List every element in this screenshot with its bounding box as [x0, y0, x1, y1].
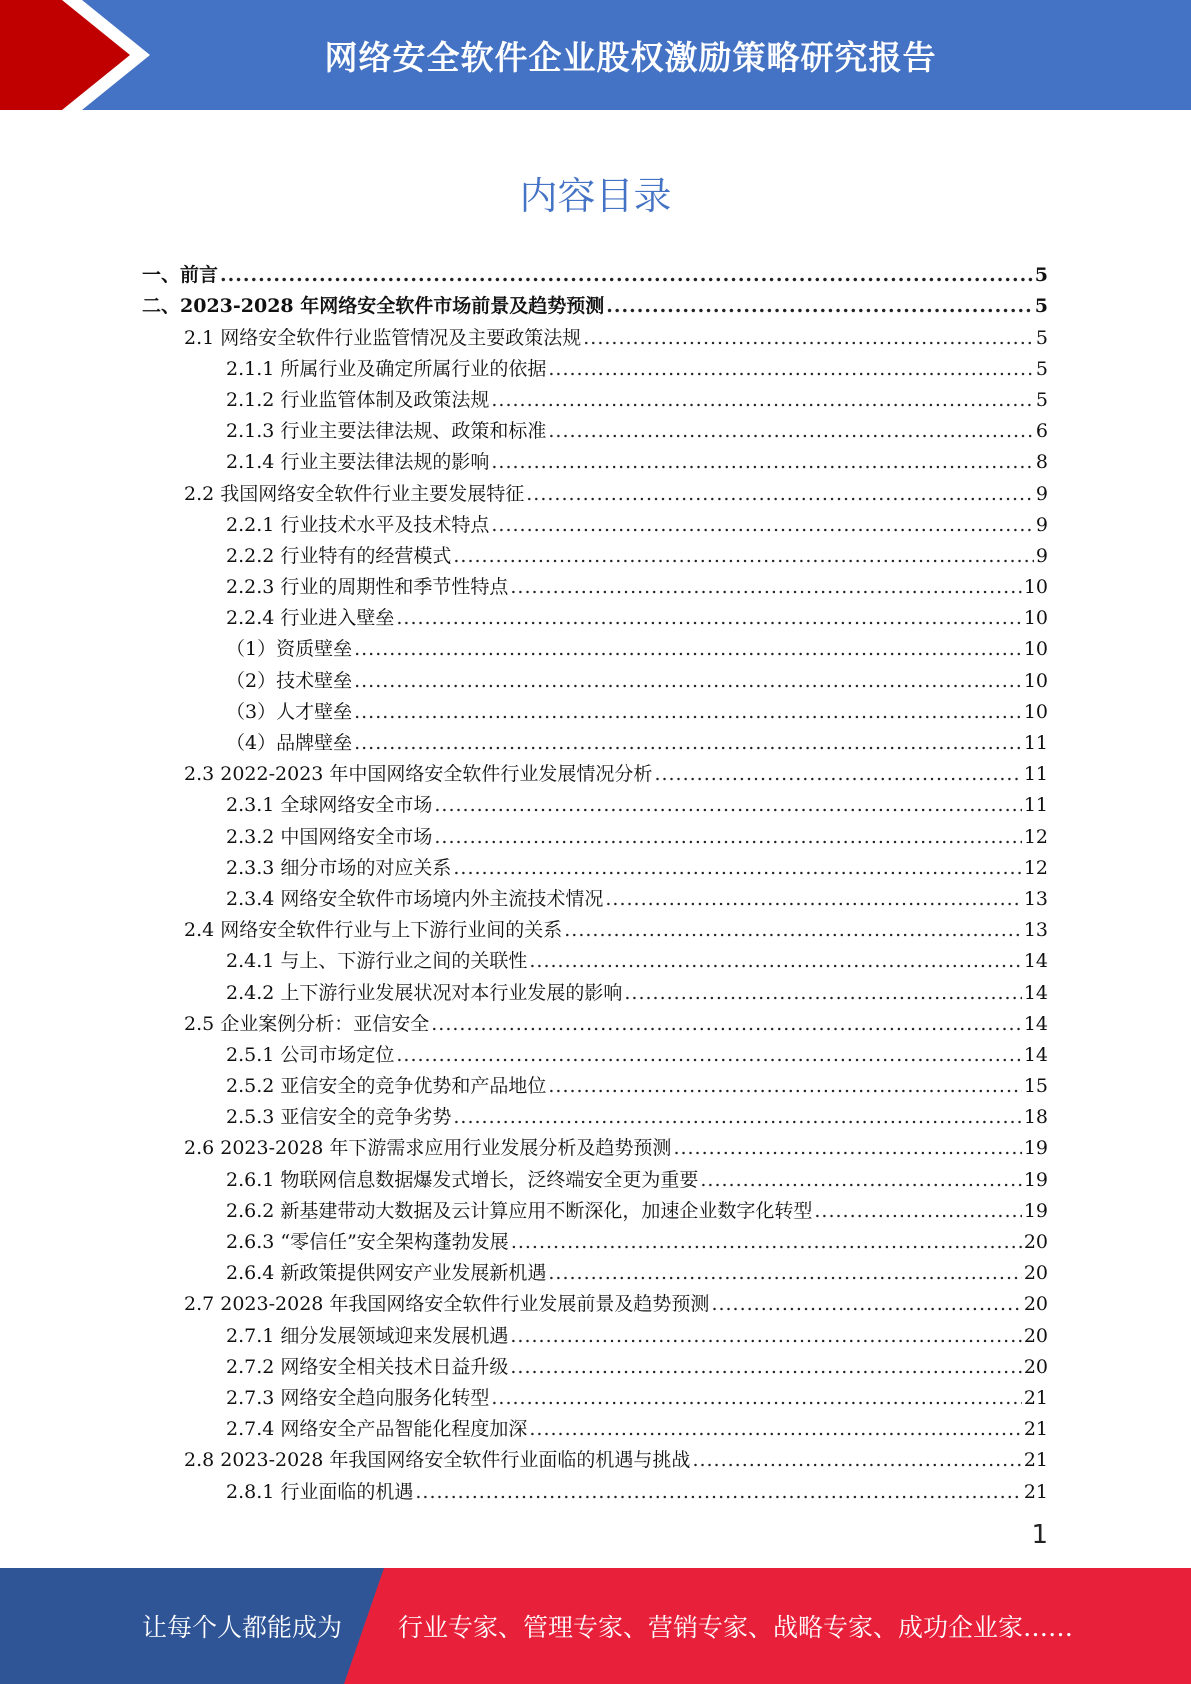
toc-entry[interactable]: [142, 317, 1048, 348]
toc-entry-label: 2.6.3 “零信任”安全架构蓬勃发展: [226, 1231, 509, 1253]
toc-entry-label: 2.4 网络安全软件行业与上下游行业间的关系: [184, 919, 563, 942]
toc-dot-leader: [453, 545, 1034, 567]
toc-entry-page: 20: [1023, 1293, 1048, 1316]
report-header-bar: [0, 0, 1191, 110]
toc-dot-leader: [354, 638, 1022, 660]
toc-dot-leader: [529, 1418, 1021, 1440]
toc-dot-leader: [396, 1044, 1021, 1066]
toc-entry-page: 10: [1023, 638, 1048, 661]
toc-entry-label: 2.7.2 网络安全相关技术日益升级: [226, 1355, 509, 1378]
toc-entry-label: 二、2023-2028 年网络安全软件市场前景及趋势预测: [142, 295, 605, 318]
toc-dot-leader: [548, 420, 1034, 442]
toc-entry[interactable]: [142, 255, 1048, 286]
toc-entry-page: 13: [1023, 919, 1048, 942]
toc-entry[interactable]: [142, 660, 1048, 691]
toc-entry[interactable]: [142, 1035, 1048, 1066]
toc-entry-label: 2.7.1 细分发展领域迎来发展机遇: [226, 1324, 509, 1347]
toc-dot-leader: [526, 483, 1034, 505]
toc-dot-leader: [354, 732, 1022, 754]
toc-entry-page: 12: [1023, 825, 1048, 848]
toc-entry[interactable]: [142, 1409, 1048, 1440]
toc-entry[interactable]: [142, 1159, 1048, 1190]
toc-entry-page: 11: [1023, 794, 1048, 817]
toc-entry-label: 2.6.2 新基建带动大数据及云计算应用不断深化，加速企业数字化转型: [226, 1199, 813, 1222]
toc-entry[interactable]: [142, 692, 1048, 723]
toc-dot-leader: [692, 1449, 1021, 1471]
toc-entry-page: 5: [1035, 388, 1048, 411]
toc-dot-leader: [548, 1262, 1021, 1284]
toc-entry-page: 9: [1035, 513, 1048, 536]
toc-entry-page: 21: [1023, 1386, 1048, 1409]
footer-slogan-right: 行业专家、管理专家、营销专家、战略专家、成功企业家……: [398, 1613, 1074, 1642]
toc-entry-label: 2.7.4 网络安全产品智能化程度加深: [226, 1418, 528, 1441]
footer-banner: [0, 1568, 1191, 1684]
toc-entry-page: 19: [1023, 1199, 1048, 1222]
toc-dot-leader: [434, 794, 1021, 816]
toc-entry[interactable]: [142, 1097, 1048, 1128]
toc-entry-page: 20: [1023, 1355, 1048, 1378]
toc-entry-page: 21: [1023, 1480, 1048, 1503]
toc-entry-label: 2.2.3 行业的周期性和季节性特点: [226, 576, 509, 599]
toc-entry-page: 8: [1035, 451, 1048, 474]
toc-entry-page: 5: [1034, 264, 1048, 287]
toc-dot-leader: [491, 514, 1034, 536]
toc-entry-page: 10: [1023, 700, 1048, 723]
toc-entry[interactable]: [142, 1191, 1048, 1222]
toc-entry-label: （4）品牌壁垒: [226, 732, 353, 754]
toc-entry-page: 21: [1023, 1418, 1048, 1441]
toc-dot-leader: [220, 264, 1033, 286]
toc-dot-leader: [510, 1325, 1021, 1347]
toc-entry-label: 2.5.2 亚信安全的竞争优势和产品地位: [226, 1075, 547, 1098]
toc-entry-page: 20: [1023, 1324, 1048, 1347]
toc-entry-label: 2.1 网络安全软件行业监管情况及主要政策法规: [184, 326, 582, 349]
toc-entry-label: 2.5.1 公司市场定位: [226, 1043, 395, 1066]
toc-entry[interactable]: [142, 785, 1048, 816]
toc-entry-page: 9: [1035, 544, 1048, 567]
table-of-contents: [142, 255, 1048, 1503]
toc-entry[interactable]: [142, 598, 1048, 629]
toc-entry[interactable]: [142, 941, 1048, 972]
toc-entry-label: 2.5 企业案例分析：亚信安全: [184, 1012, 430, 1035]
toc-entry[interactable]: [142, 1128, 1048, 1159]
toc-entry-label: （2）技术壁垒: [226, 669, 353, 692]
toc-dot-leader: [606, 295, 1033, 317]
header-arrow-shape: [0, 0, 130, 110]
toc-dot-leader: [511, 1231, 1022, 1253]
toc-entry-page: 20: [1023, 1262, 1048, 1285]
toc-dot-leader: [491, 451, 1034, 473]
toc-entry[interactable]: [142, 1440, 1048, 1471]
toc-entry-label: 2.7 2023-2028 年我国网络安全软件行业发展前景及趋势预测: [184, 1293, 710, 1316]
toc-dot-leader: [510, 1356, 1021, 1378]
toc-dot-leader: [396, 607, 1021, 629]
toc-entry-label: 2.4.2 上下游行业发展状况对本行业发展的影响: [226, 981, 623, 1004]
toc-entry[interactable]: [142, 848, 1048, 879]
toc-dot-leader: [548, 1075, 1021, 1097]
toc-entry-label: 2.1.1 所属行业及确定所属行业的依据: [226, 357, 547, 380]
toc-entry-page: 19: [1023, 1168, 1048, 1191]
toc-entry-page: 14: [1023, 1043, 1048, 1066]
toc-entry[interactable]: [142, 1471, 1048, 1502]
toc-entry-label: 2.4.1 与上、下游行业之间的关联性: [226, 950, 528, 973]
toc-entry[interactable]: [142, 380, 1048, 411]
toc-entry[interactable]: [142, 442, 1048, 473]
toc-entry[interactable]: [142, 879, 1048, 910]
toc-entry-page: 10: [1023, 607, 1048, 630]
toc-dot-leader: [711, 1293, 1021, 1315]
toc-entry-page: 9: [1035, 482, 1048, 505]
toc-entry-label: 2.2.2 行业特有的经营模式: [226, 544, 452, 567]
toc-entry-label: 2.1.4 行业主要法律法规的影响: [226, 451, 490, 474]
toc-entry-label: （3）人才壁垒: [226, 700, 353, 723]
toc-entry[interactable]: [142, 723, 1048, 754]
toc-entry[interactable]: [142, 629, 1048, 660]
toc-dot-leader: [673, 1137, 1021, 1159]
toc-entry[interactable]: [142, 286, 1048, 317]
toc-heading: 内容目录: [519, 174, 672, 218]
toc-entry-page: 5: [1035, 326, 1048, 349]
toc-entry-page: 14: [1023, 1012, 1048, 1035]
toc-entry-label: （1）资质壁垒: [226, 638, 353, 661]
toc-entry-label: 一、前言: [142, 264, 219, 287]
toc-entry-page: 5: [1034, 295, 1048, 318]
toc-dot-leader: [434, 826, 1021, 848]
toc-entry[interactable]: [142, 567, 1048, 598]
toc-dot-leader: [453, 1106, 1021, 1128]
toc-entry-page: 10: [1023, 669, 1048, 692]
toc-entry-label: 2.3.3 细分市场的对应关系: [226, 856, 452, 879]
toc-dot-leader: [453, 857, 1021, 879]
toc-entry-page: 20: [1023, 1231, 1048, 1253]
toc-entry-label: 2.3.1 全球网络安全市场: [226, 794, 433, 817]
toc-entry-page: 11: [1023, 763, 1048, 786]
toc-entry[interactable]: [142, 1315, 1048, 1346]
toc-entry-label: 2.8.1 行业面临的机遇: [226, 1480, 414, 1503]
toc-dot-leader: [700, 1169, 1021, 1191]
toc-entry-page: 18: [1023, 1106, 1048, 1129]
toc-entry-page: 5: [1035, 357, 1048, 380]
toc-entry[interactable]: [142, 1066, 1048, 1097]
toc-dot-leader: [605, 888, 1021, 910]
toc-dot-leader: [431, 1013, 1022, 1035]
toc-entry-label: 2.3.2 中国网络安全市场: [226, 825, 433, 848]
toc-entry[interactable]: [142, 1004, 1048, 1035]
toc-entry[interactable]: [142, 1347, 1048, 1378]
toc-entry-label: 2.1.2 行业监管体制及政策法规: [226, 388, 490, 411]
toc-entry[interactable]: [142, 411, 1048, 442]
toc-dot-leader: [564, 919, 1022, 941]
toc-entry[interactable]: [142, 1378, 1048, 1409]
toc-dot-leader: [510, 576, 1021, 598]
toc-dot-leader: [814, 1200, 1021, 1222]
toc-entry-label: 2.1.3 行业主要法律法规、政策和标准: [226, 420, 547, 443]
toc-entry-page: 12: [1023, 856, 1048, 879]
toc-dot-leader: [415, 1481, 1021, 1503]
toc-dot-leader: [354, 701, 1022, 723]
toc-dot-leader: [354, 670, 1022, 692]
toc-dot-leader: [583, 327, 1034, 349]
toc-dot-leader: [491, 1387, 1021, 1409]
report-title: 网络安全软件企业股权激励策略研究报告: [324, 37, 937, 77]
toc-entry-label: 2.6 2023-2028 年下游需求应用行业发展分析及趋势预测: [184, 1137, 672, 1160]
toc-entry[interactable]: [142, 536, 1048, 567]
toc-entry-page: 15: [1023, 1075, 1048, 1098]
toc-entry[interactable]: [142, 1222, 1048, 1253]
toc-entry-label: 2.7.3 网络安全趋向服务化转型: [226, 1386, 490, 1409]
toc-entry-page: 19: [1023, 1137, 1048, 1160]
toc-entry-label: 2.5.3 亚信安全的竞争劣势: [226, 1106, 452, 1129]
toc-dot-leader: [529, 950, 1021, 972]
toc-dot-leader: [624, 982, 1021, 1004]
toc-dot-leader: [654, 763, 1021, 785]
page-number: 1: [1031, 1520, 1048, 1550]
toc-entry-label: 2.6.4 新政策提供网安产业发展新机遇: [226, 1262, 547, 1285]
toc-dot-leader: [548, 358, 1034, 380]
toc-entry-page: 13: [1023, 887, 1048, 910]
toc-entry-label: 2.3 2022-2023 年中国网络安全软件行业发展情况分析: [184, 763, 653, 786]
toc-entry-label: 2.3.4 网络安全软件市场境内外主流技术情况: [226, 887, 604, 910]
toc-entry-label: 2.2.4 行业进入壁垒: [226, 607, 395, 630]
toc-entry-page: 6: [1035, 420, 1048, 443]
toc-entry[interactable]: [142, 754, 1048, 785]
toc-entry[interactable]: [142, 1284, 1048, 1315]
toc-entry-page: 11: [1023, 732, 1048, 754]
toc-entry[interactable]: [142, 505, 1048, 536]
toc-entry-label: 2.2.1 行业技术水平及技术特点: [226, 513, 490, 536]
toc-entry-label: 2.2 我国网络安全软件行业主要发展特征: [184, 482, 525, 505]
toc-entry[interactable]: [142, 816, 1048, 847]
toc-entry[interactable]: [142, 910, 1048, 941]
toc-entry-label: 2.8 2023-2028 年我国网络安全软件行业面临的机遇与挑战: [184, 1449, 691, 1472]
toc-entry-page: 10: [1023, 576, 1048, 599]
toc-entry-page: 14: [1023, 950, 1048, 973]
toc-entry[interactable]: [142, 972, 1048, 1003]
toc-entry[interactable]: [142, 349, 1048, 380]
toc-entry-page: 21: [1023, 1449, 1048, 1472]
header-arrow-icon: [0, 0, 160, 110]
toc-entry[interactable]: [142, 1253, 1048, 1284]
toc-entry-page: 14: [1023, 981, 1048, 1004]
toc-dot-leader: [491, 389, 1034, 411]
toc-entry-label: 2.6.1 物联网信息数据爆发式增长，泛终端安全更为重要: [226, 1168, 699, 1191]
footer-slogan-left: 让每个人都能成为: [142, 1613, 343, 1642]
toc-entry[interactable]: [142, 473, 1048, 504]
